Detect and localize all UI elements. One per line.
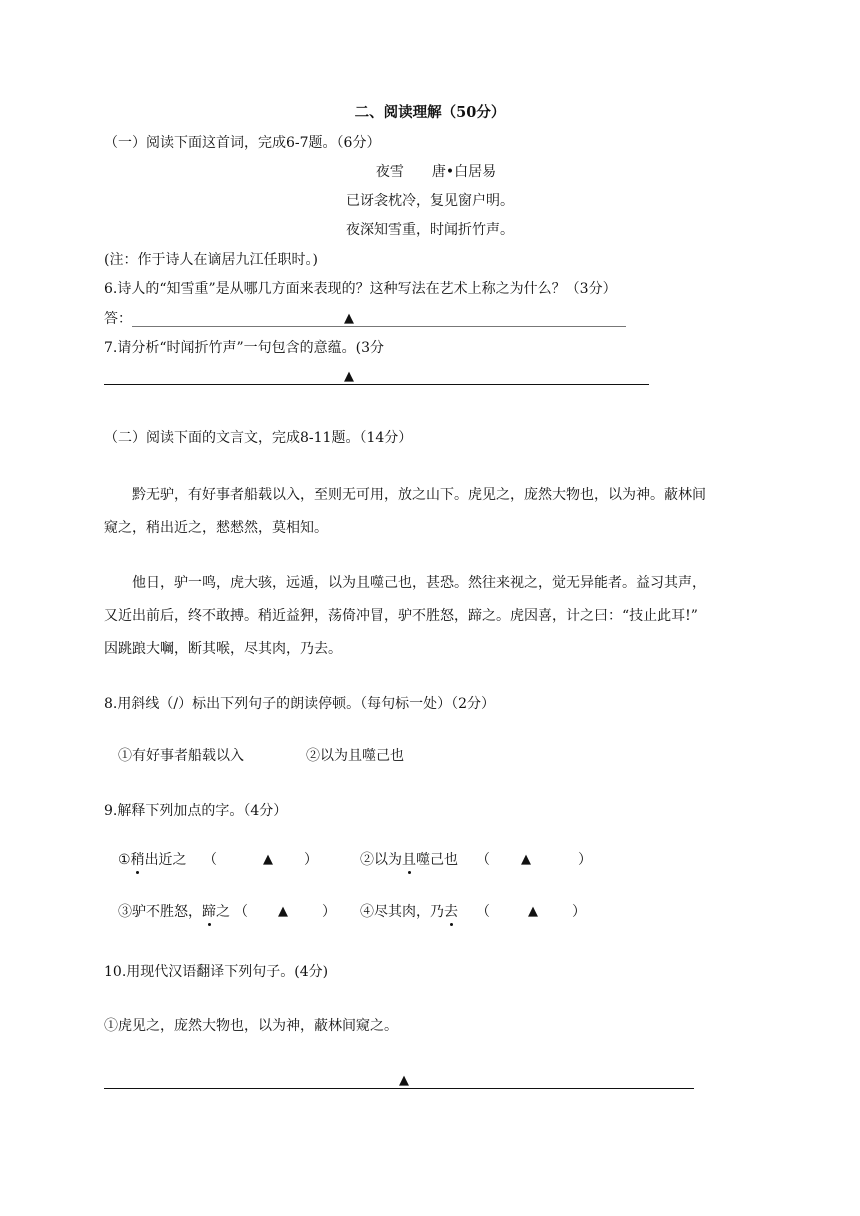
q9-blank-2-close: ） (578, 852, 592, 868)
question-10: 10.用现代汉语翻译下列句子。(4分) (104, 964, 329, 980)
part2-intro: （二）阅读下面的文言文，完成8-11题。（14分） (104, 430, 413, 446)
passage-para2-line3: 因跳踉大㘎，断其喉，尽其肉，乃去。 (104, 641, 342, 657)
q9-item-4-dotted-char: 去 (444, 904, 458, 920)
poem-note: (注：作于诗人在谪居九江任职时。) (104, 252, 318, 268)
q9-blank-2-open: （ (476, 852, 490, 868)
question-9: 9.解释下列加点的字。（4分） (104, 803, 288, 819)
q9-item-3-dotted-char: 蹄 (202, 904, 216, 920)
q9-item-3-suffix: 之 (216, 904, 230, 920)
q9-blank-2-marker[interactable]: ▲ (521, 852, 531, 867)
section-title: 二、阅读理解（50分） (354, 104, 506, 121)
q9-blank-4-open: （ (476, 904, 490, 920)
q9-item-3-prefix: ③驴不胜怒， (118, 904, 202, 920)
q9-blank-4-close: ） (572, 904, 586, 920)
q9-item-2 (360, 850, 458, 870)
question-7: 7.请分析“时闻折竹声”一句包含的意蕴。(3分 (104, 340, 385, 356)
answer-label-6: 答： (104, 311, 132, 327)
question-6: 6.诗人的“知雪重”是从哪几方面来表现的？这种写法在艺术上称之为什么？（3分） (104, 281, 617, 297)
q9-item-1-dotted-char: 稍 (130, 852, 145, 868)
answer-marker-7: ▲ (344, 369, 354, 384)
q9-item-1 (118, 850, 187, 870)
q9-item-4 (360, 902, 458, 922)
q9-blank-1-marker[interactable]: ▲ (263, 852, 273, 867)
q9-blank-4-marker[interactable]: ▲ (528, 904, 538, 919)
q8-item-2: ②以为且噬己也 (306, 748, 404, 764)
answer-line-7[interactable] (104, 384, 649, 385)
q9-blank-3-open: （ (234, 904, 248, 920)
q9-item-4-prefix: ④尽其肉，乃 (360, 904, 444, 920)
q9-item-1-suffix: 出近之 (144, 852, 187, 868)
q9-blank-3-marker[interactable]: ▲ (278, 904, 288, 919)
q9-item-2-dotted-char: 且 (402, 852, 416, 868)
q9-item-1-prefix: ① (118, 852, 131, 868)
q9-blank-1-close: ） (304, 852, 318, 868)
answer-line-6[interactable] (132, 326, 626, 327)
answer-marker-10: ▲ (399, 1073, 409, 1088)
q8-item-1: ①有好事者船载以入 (118, 748, 244, 764)
q9-blank-1-open: （ (203, 852, 217, 868)
q9-item-3 (118, 902, 230, 922)
poem-line-2: 夜深知雪重，时闻折竹声。 (346, 222, 514, 238)
q9-item-2-suffix: 噬己也 (416, 852, 458, 868)
passage-para1-line2: 窥之，稍出近之，憖憖然，莫相知。 (104, 520, 328, 536)
q10-item-1: ①虎见之，庞然大物也，以为神，蔽林间窥之。 (104, 1018, 398, 1034)
q9-item-2-prefix: ②以为 (360, 852, 402, 868)
passage-para1-line1: 黔无驴，有好事者船载以入，至则无可用，放之山下。虎见之，庞然大物也，以为神。蔽林间 (132, 487, 706, 503)
passage-para2-line2: 又近出前后，终不敢搏。稍近益狎，荡倚冲冒，驴不胜怒，蹄之。虎因喜，计之曰：“技止此耳!” (104, 608, 698, 624)
poem-title: 夜雪 唐•白居易 (375, 164, 497, 180)
part1-intro: （一）阅读下面这首词，完成6-7题。（6分） (104, 135, 381, 151)
question-8: 8.用斜线（/）标出下列句子的朗读停顿。（每句标一处）（2分） (104, 696, 495, 712)
poem-line-1: 已讶衾枕冷，复见窗户明。 (346, 193, 514, 209)
q9-blank-3-close: ） (322, 904, 336, 920)
passage-para2-line1: 他日，驴一鸣，虎大骇，远遁，以为且噬己也，甚恐。然往来视之，觉无异能者。益习其声， (132, 575, 706, 591)
answer-marker-6: ▲ (344, 311, 354, 326)
